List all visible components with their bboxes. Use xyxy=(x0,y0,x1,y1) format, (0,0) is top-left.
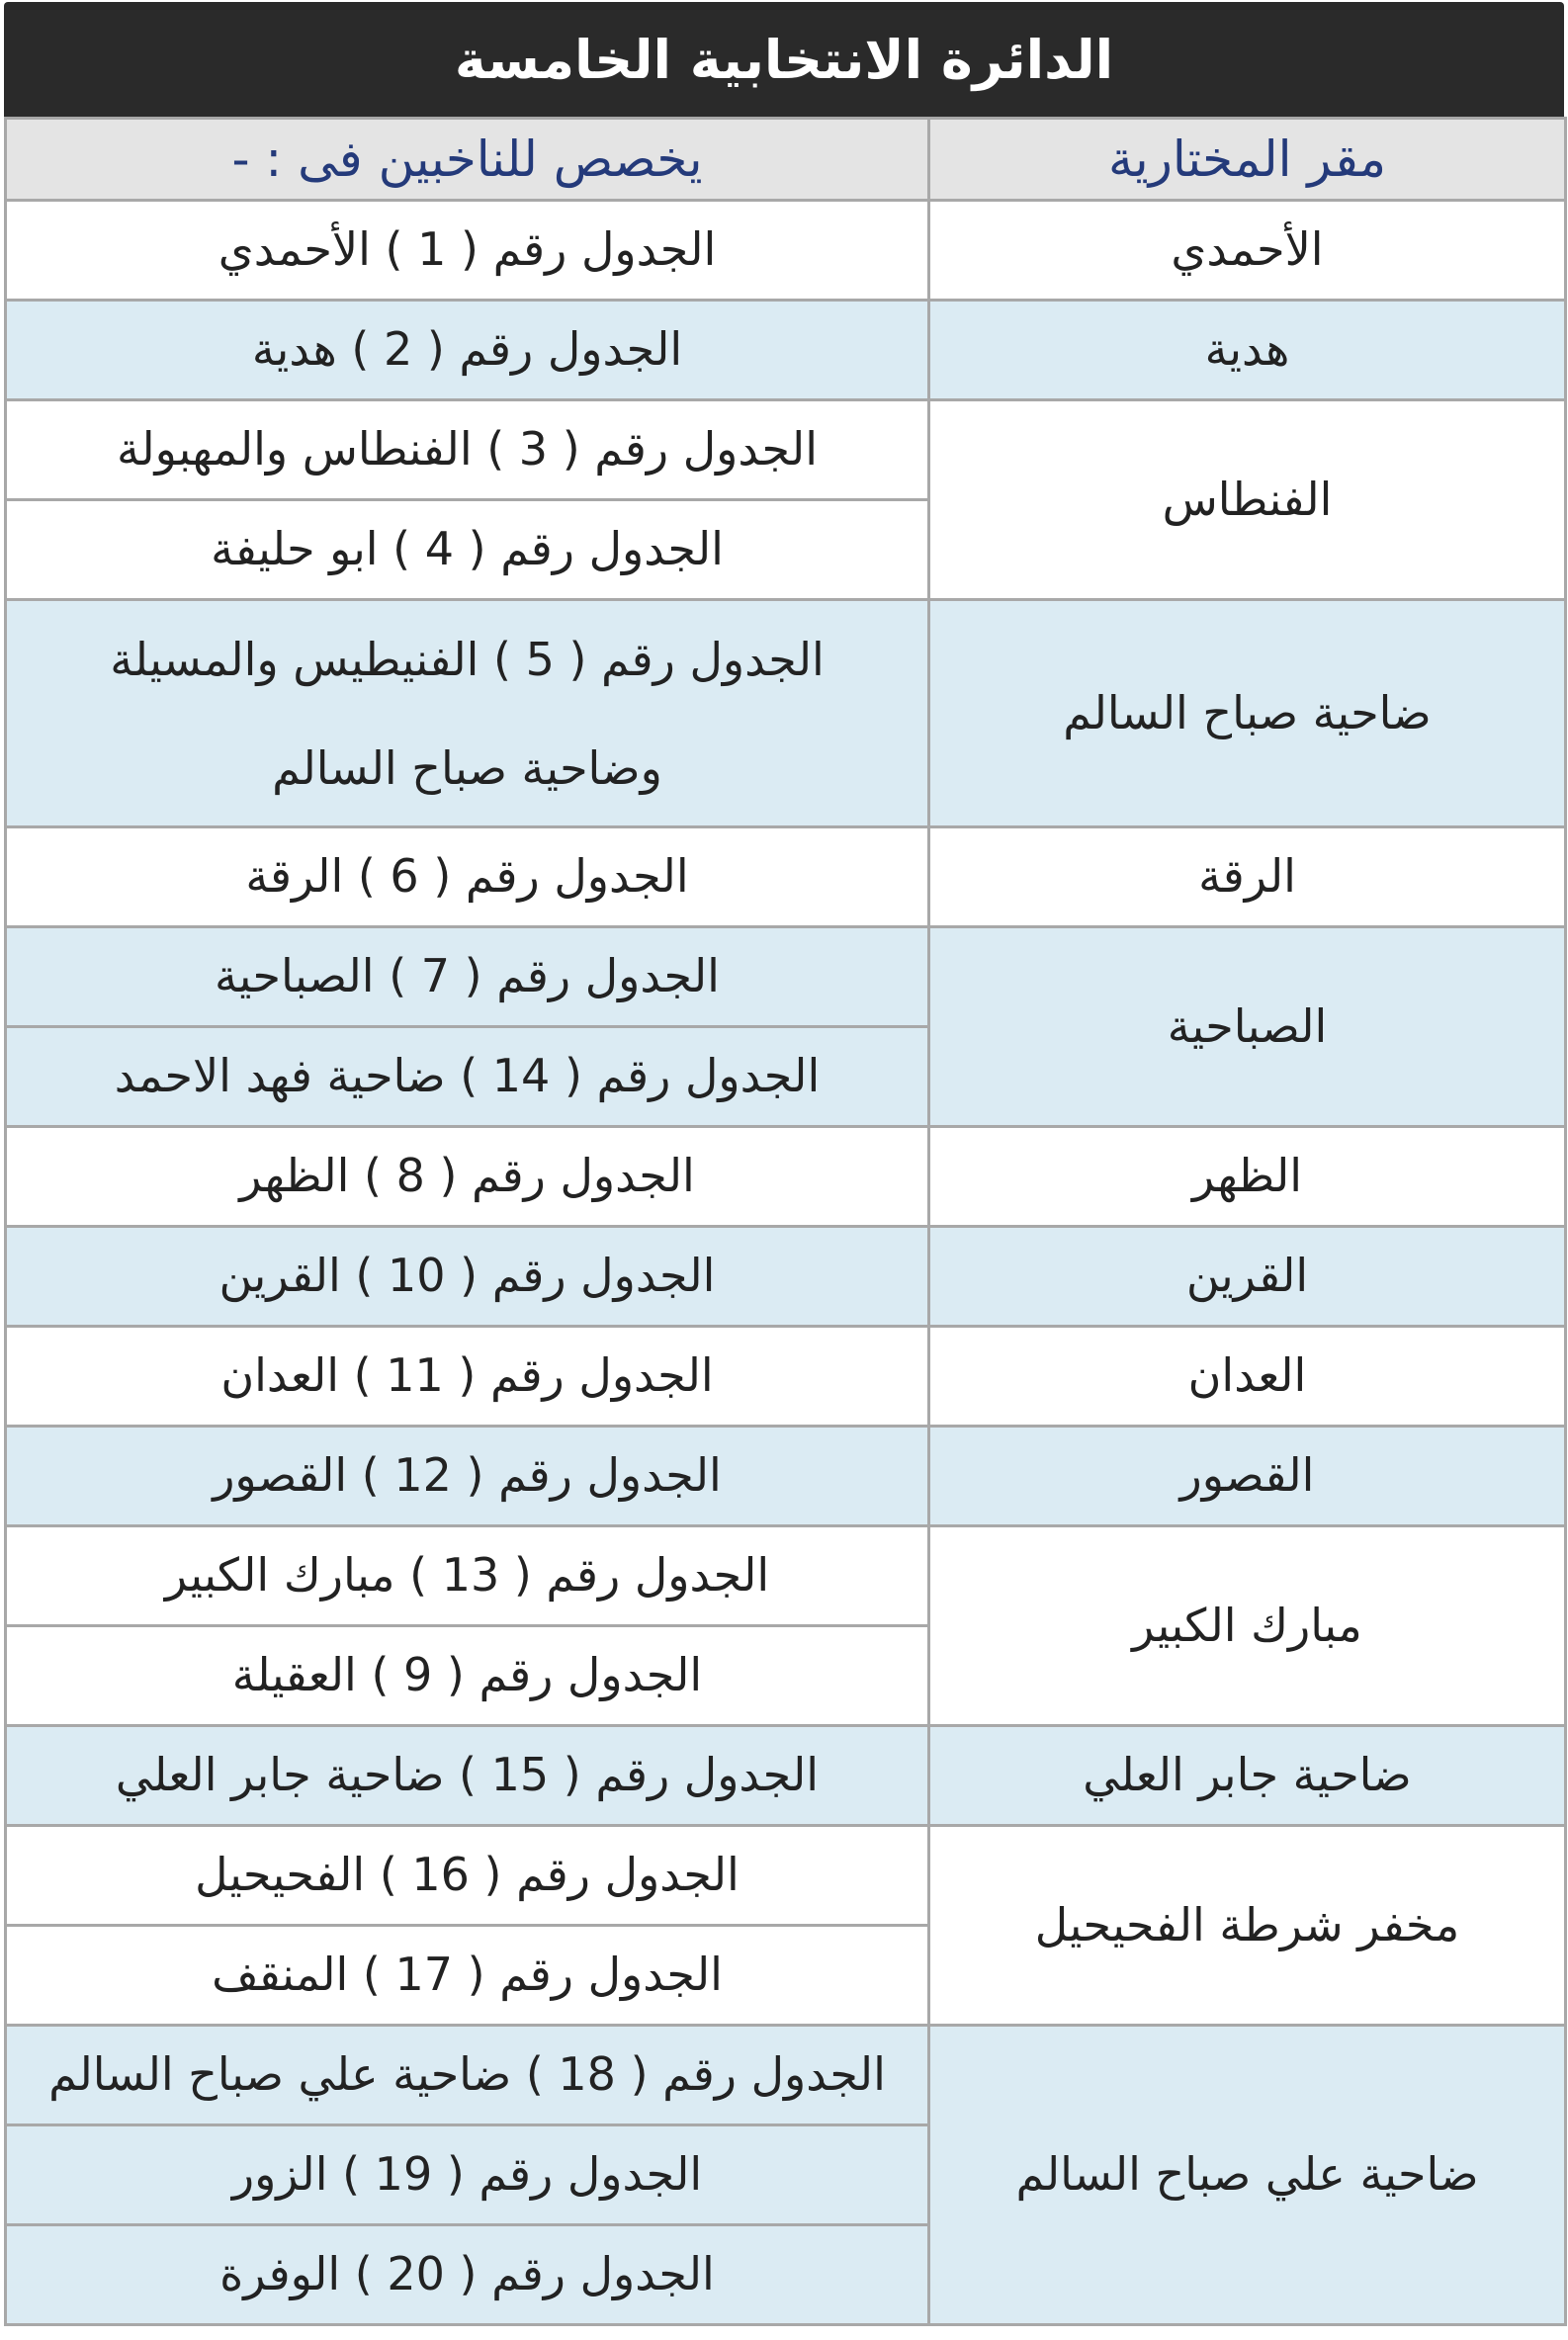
page-title: الدائرة الانتخابية الخامسة xyxy=(4,2,1564,117)
place-cell: الفنطاس xyxy=(929,400,1566,600)
place-cell: ضاحية جابر العلي xyxy=(929,1726,1566,1826)
place-cell: هدية xyxy=(929,301,1566,400)
table-assignment-cell: الجدول رقم ( 14 ) ضاحية فهد الاحمد xyxy=(6,1027,929,1127)
table-row xyxy=(6,1427,1566,1526)
place-cell: القصور xyxy=(929,1427,1566,1526)
place-cell: ضاحية علي صباح السالم xyxy=(929,2026,1566,2325)
place-cell: العدان xyxy=(929,1327,1566,1427)
table-row xyxy=(6,201,1566,301)
place-cell: مبارك الكبير xyxy=(929,1526,1566,1726)
table-assignment-cell: الجدول رقم ( 11 ) العدان xyxy=(6,1327,929,1427)
table-assignment-cell xyxy=(6,600,929,827)
cell-line: وضاحية صباح السالم xyxy=(272,740,662,795)
table-assignment-cell: الجدول رقم ( 16 ) الفحيحيل xyxy=(6,1826,929,1926)
place-cell: القرين xyxy=(929,1227,1566,1327)
table-row xyxy=(6,1526,1566,1626)
table-assignment-cell: الجدول رقم ( 3 ) الفنطاس والمهبولة xyxy=(6,400,929,500)
table-row xyxy=(6,2026,1566,2125)
table-row xyxy=(6,301,1566,400)
table-assignment-cell: الجدول رقم ( 4 ) ابو حليفة xyxy=(6,500,929,600)
table-assignment-cell: الجدول رقم ( 15 ) ضاحية جابر العلي xyxy=(6,1726,929,1826)
table-row xyxy=(6,600,1566,827)
header-table: يخصص للناخبين فى : - xyxy=(6,119,929,201)
table-row xyxy=(6,1327,1566,1427)
table-assignment-cell: الجدول رقم ( 10 ) القرين xyxy=(6,1227,929,1327)
table-row xyxy=(6,927,1566,1027)
table-assignment-cell: الجدول رقم ( 18 ) ضاحية علي صباح السالم xyxy=(6,2026,929,2125)
polling-table xyxy=(4,117,1567,2326)
table-assignment-cell: الجدول رقم ( 9 ) العقيلة xyxy=(6,1626,929,1726)
table-assignment-cell: الجدول رقم ( 8 ) الظهر xyxy=(6,1127,929,1227)
table-row xyxy=(6,1826,1566,1926)
place-cell: الصباحية xyxy=(929,927,1566,1127)
place-cell: الظهر xyxy=(929,1127,1566,1227)
place-cell: الأحمدي xyxy=(929,201,1566,301)
table-row xyxy=(6,1726,1566,1826)
table-assignment-cell: الجدول رقم ( 17 ) المنقف xyxy=(6,1926,929,2026)
place-cell: الرقة xyxy=(929,827,1566,927)
table-assignment-cell: الجدول رقم ( 6 ) الرقة xyxy=(6,827,929,927)
table-assignment-cell: الجدول رقم ( 12 ) القصور xyxy=(6,1427,929,1526)
table-row xyxy=(6,400,1566,500)
table-assignment-cell: الجدول رقم ( 7 ) الصباحية xyxy=(6,927,929,1027)
place-cell: مخفر شرطة الفحيحيل xyxy=(929,1826,1566,2026)
table-assignment-cell: الجدول رقم ( 19 ) الزور xyxy=(6,2125,929,2225)
table-row xyxy=(6,1227,1566,1327)
header-place: مقر المختارية xyxy=(929,119,1566,201)
table-assignment-cell: الجدول رقم ( 13 ) مبارك الكبير xyxy=(6,1526,929,1626)
table-row xyxy=(6,1127,1566,1227)
table-assignment-cell: الجدول رقم ( 1 ) الأحمدي xyxy=(6,201,929,301)
table-assignment-cell: الجدول رقم ( 20 ) الوفرة xyxy=(6,2225,929,2325)
table-header-row xyxy=(6,119,1566,201)
cell-line: الجدول رقم ( 5 ) الفنيطيس والمسيلة xyxy=(110,632,825,686)
table-body xyxy=(6,201,1566,2325)
table-row xyxy=(6,827,1566,927)
place-cell: ضاحية صباح السالم xyxy=(929,600,1566,827)
table-assignment-cell: الجدول رقم ( 2 ) هدية xyxy=(6,301,929,400)
